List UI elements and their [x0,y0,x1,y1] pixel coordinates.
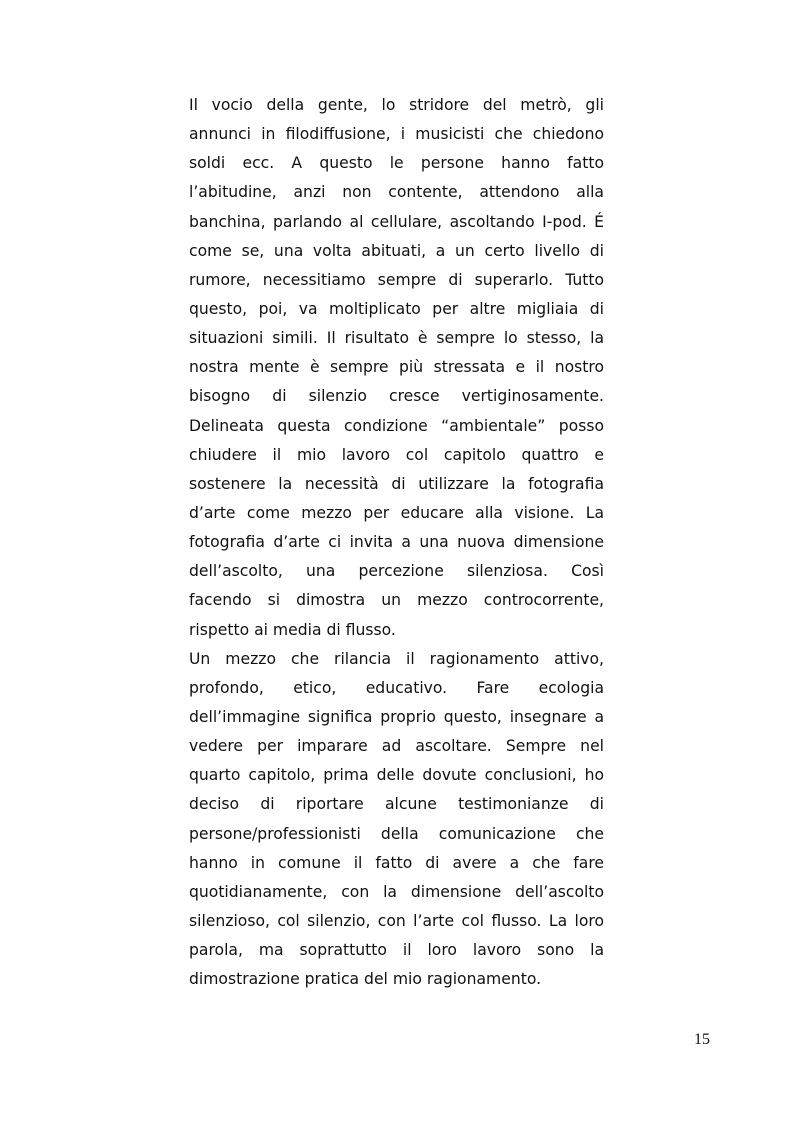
text-line: persone/professionisti della comunicazione che [189,824,604,843]
text-line: bisogno di silenzio cresce vertiginosamente. [189,387,604,406]
text-line: dell’immagine significa proprio questo, insegnare a [189,707,604,726]
text-line: banchina, parlando al cellulare, ascoltando I-pod. É [189,212,604,231]
text-line: vedere per imparare ad ascoltare. Sempre nel [189,737,604,756]
text-line: quarto capitolo, prima delle dovute conclusioni, ho [189,766,604,785]
text-line: dell’ascolto, una percezione silenziosa. Così [189,562,604,581]
text-line: chiudere il mio lavoro col capitolo quattro e [189,445,604,464]
text-line: rumore, necessitiamo sempre di superarlo. Tutto [189,270,604,289]
text-line: fotografia d’arte ci invita a una nuova dimensione [189,533,604,552]
text-line: deciso di riportare alcune testimonianze di [189,795,604,814]
text-line: annunci in filodiffusione, i musicisti che chiedono [189,125,604,144]
text-line: Il vocio della gente, lo stridore del metrò, gli [189,96,604,114]
text-line: quotidianamente, con la dimensione dell’ascolto [189,882,604,901]
text-line: silenzioso, col silenzio, con l’arte col flusso. La loro [189,911,604,930]
text-line: soldi ecc. A questo le persone hanno fatto [189,154,604,173]
body-text [189,91,604,994]
text-line: l’abitudine, anzi non contente, attendono alla [189,183,604,202]
text-line: questo, poi, va moltiplicato per altre migliaia di [189,299,604,318]
text-line: Delineata questa condizione “ambientale” posso [189,416,604,435]
text-line: profondo, etico, educativo. Fare ecologia [189,678,604,697]
text-line: come se, una volta abituati, a un certo livello di [189,241,604,260]
text-line: nostra mente è sempre più stressata e il nostro [189,358,604,377]
text-line: facendo si dimostra un mezzo controcorrente, [189,591,604,610]
text-line: sostenere la necessità di utilizzare la fotografia [189,474,604,493]
text-line: hanno in comune il fatto di avere a che fare [189,853,604,872]
text-line: parola, ma soprattutto il loro lavoro sono la [189,941,604,960]
text-line: d’arte come mezzo per educare alla visione. La [189,503,604,522]
text-line: Un mezzo che rilancia il ragionamento attivo, [189,649,604,668]
page-number: 15 [694,1031,710,1048]
text-line: situazioni simili. Il risultato è sempre lo stesso, la [189,329,604,348]
text-line-paragraph-end: rispetto ai media di flusso. [189,620,396,639]
text-line-paragraph-end: dimostrazione pratica del mio ragionamento. [189,970,542,989]
